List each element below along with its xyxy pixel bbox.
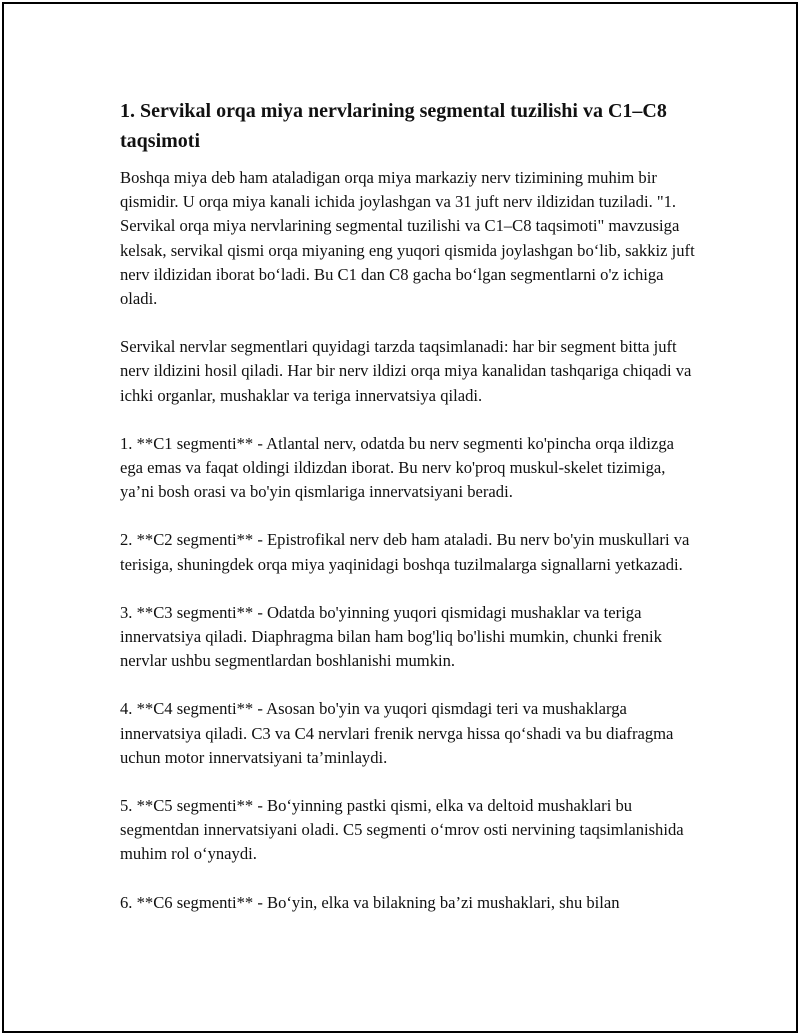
document-title: 1. Servikal orqa miya nervlarining segmental tuzilishi va C1–C8 taqsimoti [120, 100, 667, 152]
paragraph-c2: 2. **C2 segmenti** - Epistrofikal nerv deb ham ataladi. Bu nerv bo'yin muskullari va terisiga, shuningdek orqa miya yaqinidagi boshqa tuzilmalarga signallarni yetkazadi. [120, 530, 690, 574]
document-body [120, 96, 700, 939]
paragraph-c5: 5. **C5 segmenti** - Bo‘yinning pastki qismi, elka va deltoid mushaklari bu segmentdan innervatsiyani oladi. C5 segmenti o‘mrov osti nervining taqsimlanishida muhim rol o‘ynaydi. [120, 796, 684, 864]
paragraph-c1: 1. **C1 segmenti** - Atlantal nerv, odatda bu nerv segmenti ko'pincha orqa ildizga ega emas va faqat oldingi ildizdan iborat. Bu nerv ko'proq muskul-skelet tizimiga, ya’ni bosh orasi va bo'yin qismlariga innervatsiyani beradi. [120, 433, 674, 502]
paragraph-distribution: Servikal nervlar segmentlari quyidagi tarzda taqsimlanadi: har bir segment bitta juft nerv ildizini hosil qiladi. Har bir nerv ildizi orqa miya kanalidan tashqariga chiqadi va ichki organlar, mushaklar va teriga innervatsiya qiladi. [120, 337, 692, 405]
paragraph-c6: 6. **C6 segmenti** - Bo‘yin, elka va bilakning ba’zi mushaklari, shu bilan [120, 892, 620, 912]
paragraph-c3: 3. **C3 segmenti** - Odatda bo'yinning yuqori qismidagi mushaklar va teriga innervatsiya qiladi. Diaphragma bilan ham bog'liq bo'lishi mumkin, chunki frenik nervlar ushbu segmentlardan boshlanishi mumkin. [120, 602, 662, 671]
document-page [2, 2, 798, 1033]
paragraph-c4: 4. **C4 segmenti** - Asosan bo'yin va yuqori qismdagi teri va mushaklarga innervatsiya qiladi. C3 va C4 nervlari frenik nervga hissa qo‘shadi va bu diafragma uchun motor innervatsiyani ta’minlaydi. [120, 699, 674, 767]
paragraph-intro: Boshqa miya deb ham ataladigan orqa miya markaziy nerv tizimining muhim bir qismidir. U orqa miya kanali ichida joylashgan va 31 juft nerv ildizidan tuziladi. "1. Servikal orqa miya nervlarining segmental tuzilishi va C1–C8 taqsimoti" mavzusiga kelsak, servikal qismi orqa miyaning eng yuqori qismida joylashgan bo‘lib, sakkiz juft nerv ildizidan iborat bo‘ladi. Bu C1 dan C8 gacha bo‘lgan segmentlarni o'z ichiga oladi. [120, 168, 695, 309]
